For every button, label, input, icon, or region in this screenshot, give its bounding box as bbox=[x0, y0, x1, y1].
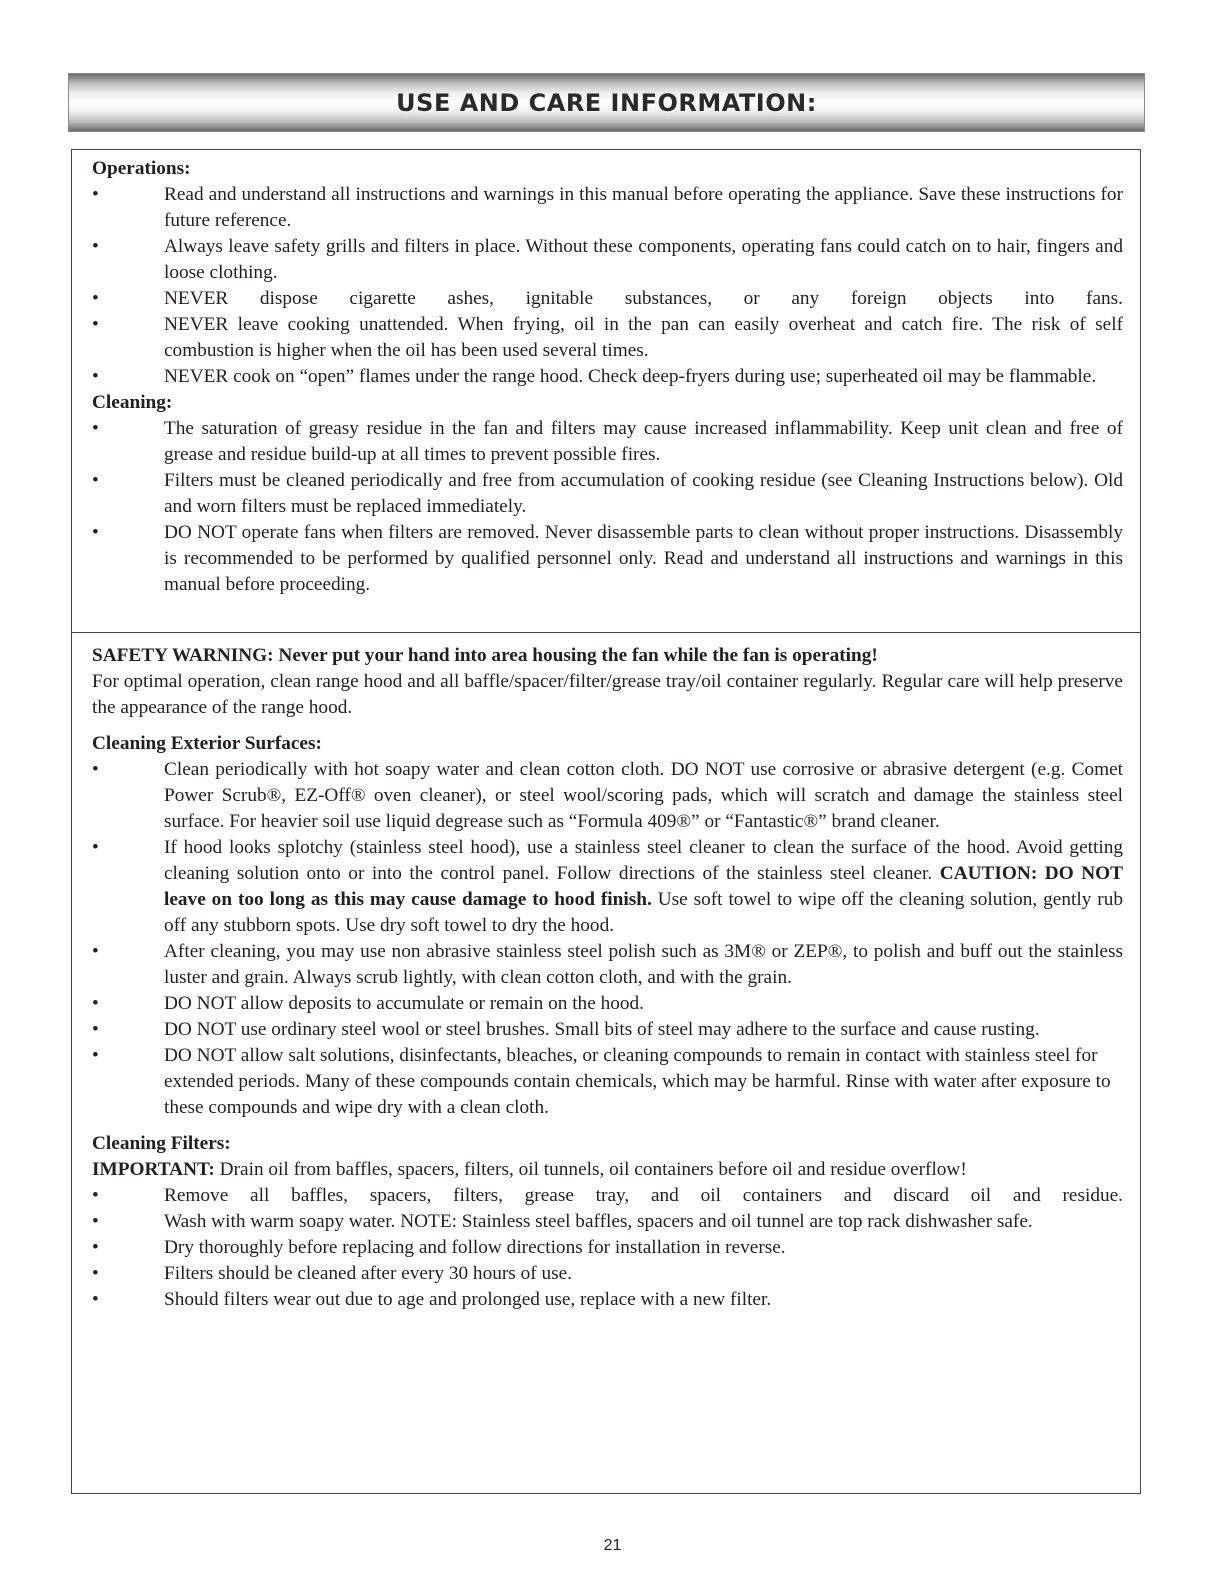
list-item: • Filters must be cleaned periodically and free from accumulation of cooking residue (see Cleaning Instructions below). Old and worn filters must be replaced immediately. bbox=[92, 470, 1123, 517]
bullet-icon: • bbox=[92, 366, 99, 387]
bullet-icon: • bbox=[92, 288, 99, 309]
caution-text: CAUTION: DO NOT leave on too long as this may cause damage to hood finish. bbox=[164, 863, 1123, 910]
list-item: • Clean periodically with hot soapy water and clean cotton cloth. DO NOT use corrosive or abrasive detergent (e.g. Comet Power Scrub®, EZ-Off® oven cleaner), or steel wool/scoring pads, which will scratch and damage the stainless steel surface. For heavier soil use liquid degrease such as “Formula 409®” or “Fantastic®” brand cleaner. bbox=[92, 759, 1123, 832]
bullet-icon: • bbox=[92, 1237, 99, 1258]
bullet-icon: • bbox=[92, 1211, 99, 1232]
exterior-heading: Cleaning Exterior Surfaces: bbox=[92, 733, 322, 754]
safety-warning: SAFETY WARNING: Never put your hand into area housing the fan while the fan is operating! bbox=[92, 645, 878, 666]
bullet-icon: • bbox=[92, 837, 99, 858]
list-item: • Always leave safety grills and filters in place. Without these components, operating fans could catch on to hair, fingers and loose clothing. bbox=[92, 236, 1123, 283]
bullet-icon: • bbox=[92, 993, 99, 1014]
bullet-icon: • bbox=[92, 470, 99, 491]
bullet-icon: • bbox=[92, 418, 99, 439]
list-item: • DO NOT allow salt solutions, disinfectants, bleaches, or cleaning compounds to remain in contact with stainless steel for extended periods. Many of these compounds contain chemicals, which may be harmful. Rinse with water after exposure to these compounds and wipe dry with a clean cloth. bbox=[92, 1045, 1111, 1118]
list-item: • Should filters wear out due to age and prolonged use, replace with a new filter. bbox=[92, 1287, 1123, 1313]
operations-heading: Operations: bbox=[92, 158, 191, 179]
list-item: • DO NOT use ordinary steel wool or steel brushes. Small bits of steel may adhere to the surface and cause rusting. bbox=[92, 1017, 1123, 1043]
list-item: • Filters should be cleaned after every 30 hours of use. bbox=[92, 1261, 1123, 1287]
bullet-icon: • bbox=[92, 184, 99, 205]
bullet-icon: • bbox=[92, 236, 99, 257]
list-item: • If hood looks splotchy (stainless steel hood), use a stainless steel cleaner to clean the surface of the hood. Avoid getting cleaning solution onto or into the control panel. Follow directions of the stainless steel cleaner. CAUTION: DO NOT leave on too long as this may cause damage to hood finish. Use soft towel to wipe off the cleaning solution, gently rub off any stubborn spots. Use dry soft towel to dry the hood. bbox=[92, 837, 1123, 936]
operations-cleaning-box bbox=[71, 149, 1141, 633]
list-item: • After cleaning, you may use non abrasive stainless steel polish such as 3M® or ZEP®, to polish and buff out the stainless luster and grain. Always scrub lightly, with clean cotton cloth, and with the grain. bbox=[92, 941, 1123, 988]
list-item: • NEVER cook on “open” flames under the range hood. Check deep-fryers during use; superheated oil may be flammable. bbox=[92, 364, 1123, 390]
bullet-icon: • bbox=[92, 1045, 99, 1066]
safety-intro: For optimal operation, clean range hood and all baffle/spacer/filter/grease tray/oil container regularly. Regular care will help preserve the appearance of the range hood. bbox=[92, 671, 1123, 718]
bullet-icon: • bbox=[92, 1263, 99, 1284]
filters-heading: Cleaning Filters: bbox=[92, 1133, 231, 1154]
care-instructions-box bbox=[71, 632, 1141, 1494]
list-item: • DO NOT allow deposits to accumulate or remain on the hood. bbox=[92, 991, 1123, 1017]
list-item: • Dry thoroughly before replacing and follow directions for installation in reverse. bbox=[92, 1235, 1123, 1261]
bullet-icon: • bbox=[92, 941, 99, 962]
bullet-icon: • bbox=[92, 1289, 99, 1310]
important-note: IMPORTANT: Drain oil from baffles, spacers, filters, oil tunnels, oil containers before oil and residue overflow! bbox=[92, 1159, 967, 1180]
bullet-icon: • bbox=[92, 314, 99, 335]
bullet-icon: • bbox=[92, 1019, 99, 1040]
bullet-icon: • bbox=[92, 759, 99, 780]
list-item: • NEVER leave cooking unattended. When frying, oil in the pan can easily overheat and catch fire. The risk of self combustion is higher when the oil has been used several times. bbox=[92, 314, 1123, 361]
bullet-icon: • bbox=[92, 522, 99, 543]
operations-cleaning-content bbox=[92, 156, 1123, 598]
banner-title: USE AND CARE INFORMATION: bbox=[396, 88, 817, 117]
cleaning-heading: Cleaning: bbox=[92, 392, 173, 413]
list-item: • Read and understand all instructions and warnings in this manual before operating the appliance. Save these instructions for future reference. bbox=[92, 184, 1123, 231]
bullet-icon: • bbox=[92, 1185, 99, 1206]
list-item: • Remove all baffles, spacers, filters, grease tray, and oil containers and discard oil and residue. bbox=[92, 1183, 1123, 1209]
list-item: • DO NOT operate fans when filters are removed. Never disassemble parts to clean without proper instructions. Disassembly is recommended to be performed by qualified personnel only. Read and understand all instructions and warnings in this manual before proceeding. bbox=[92, 522, 1123, 595]
list-item: • Wash with warm soapy water. NOTE: Stainless steel baffles, spacers and oil tunnel are top rack dishwasher safe. bbox=[92, 1209, 1123, 1235]
list-item: • The saturation of greasy residue in the fan and filters may cause increased inflammability. Keep unit clean and free of grease and residue build-up at all times to prevent possible fires. bbox=[92, 418, 1123, 465]
care-instructions-content bbox=[92, 643, 1123, 1313]
list-item: • NEVER dispose cigarette ashes, ignitable substances, or any foreign objects into fans. bbox=[92, 286, 1123, 312]
section-banner bbox=[68, 73, 1145, 132]
page-number: 21 bbox=[603, 1537, 622, 1554]
important-label: IMPORTANT: bbox=[92, 1159, 215, 1180]
